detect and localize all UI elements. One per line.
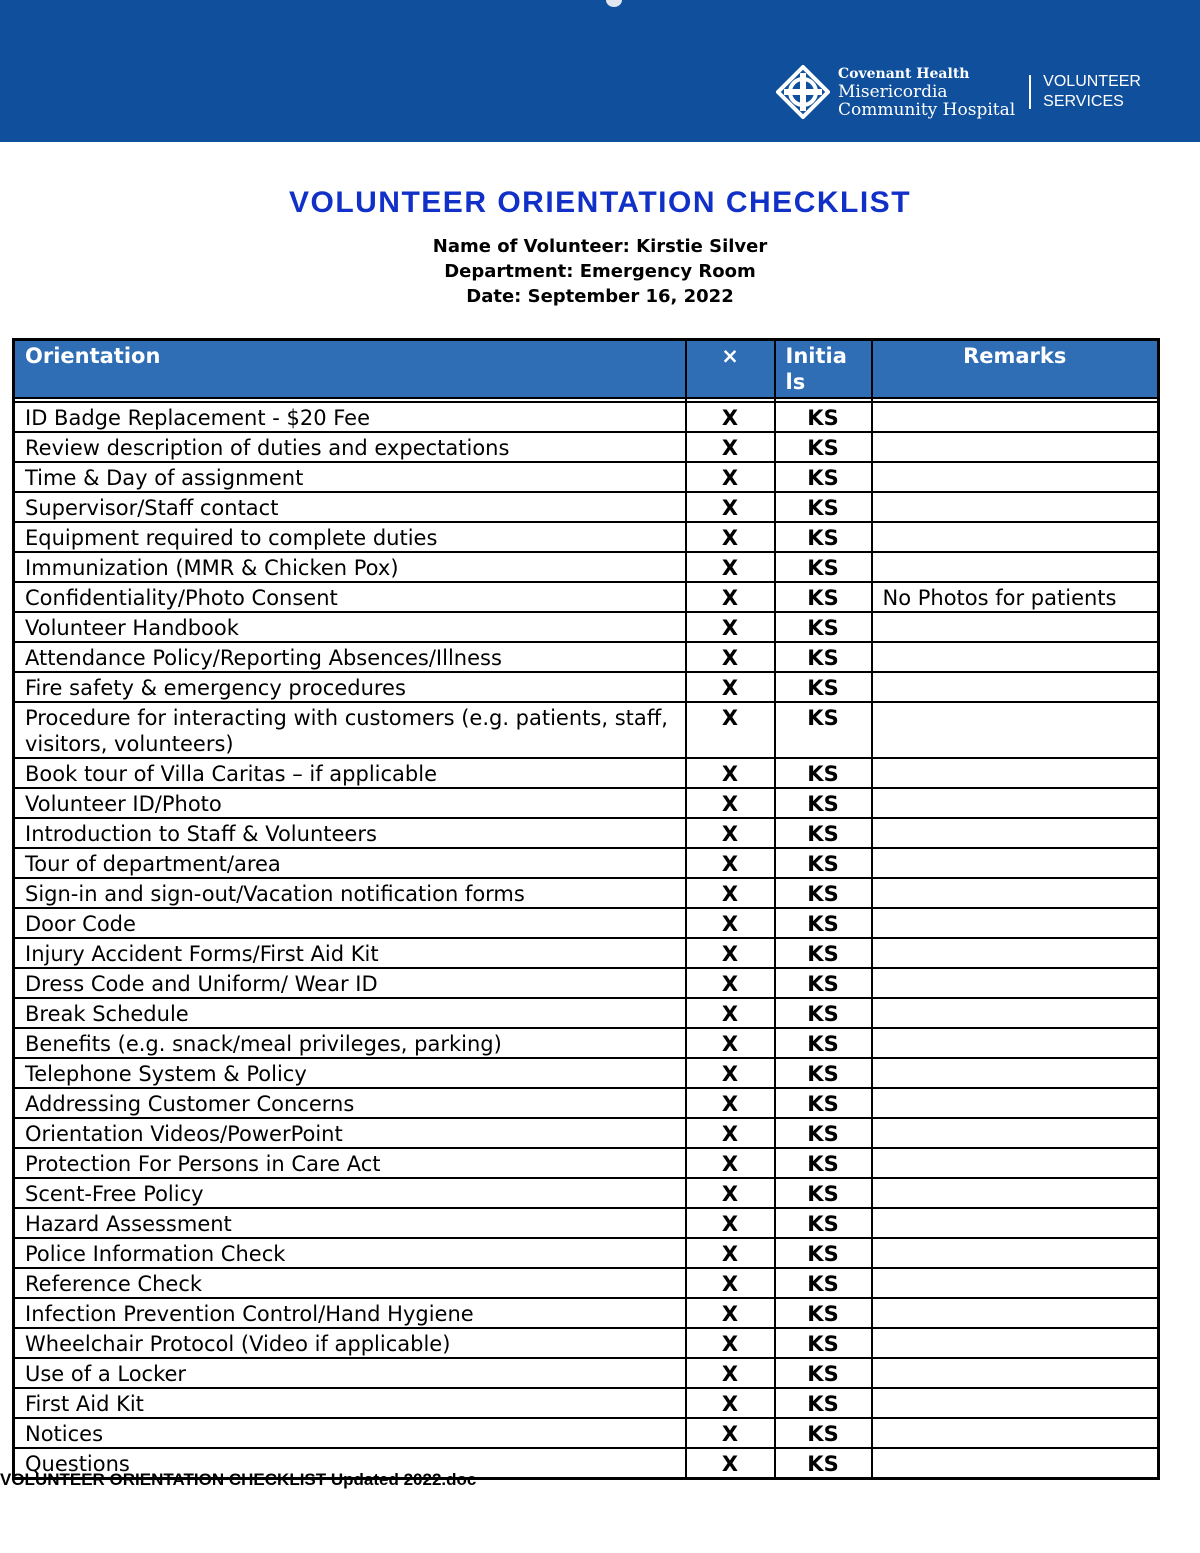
row-initials: KS — [775, 1178, 872, 1208]
table-row — [14, 1058, 1159, 1088]
row-remarks — [872, 1298, 1159, 1328]
table-row — [14, 1148, 1159, 1178]
row-remarks — [872, 1358, 1159, 1388]
row-remarks — [872, 462, 1159, 492]
row-mark: X — [686, 818, 775, 848]
row-item: Addressing Customer Concerns — [14, 1088, 686, 1118]
table-row — [14, 642, 1159, 672]
table-header-row — [14, 340, 1159, 399]
row-initials: KS — [775, 1238, 872, 1268]
row-mark: X — [686, 1028, 775, 1058]
row-remarks — [872, 1148, 1159, 1178]
row-initials: KS — [775, 1268, 872, 1298]
row-remarks — [872, 1118, 1159, 1148]
row-remarks — [872, 1448, 1159, 1479]
table-row — [14, 582, 1159, 612]
table-row — [14, 1268, 1159, 1298]
table-row — [14, 908, 1159, 938]
row-mark: X — [686, 1418, 775, 1448]
row-initials: KS — [775, 1448, 872, 1479]
row-remarks — [872, 1028, 1159, 1058]
row-mark: X — [686, 908, 775, 938]
table-row — [14, 462, 1159, 492]
header-orientation: Orientation — [14, 340, 686, 399]
row-item: Use of a Locker — [14, 1358, 686, 1388]
table-row — [14, 1118, 1159, 1148]
row-initials: KS — [775, 1118, 872, 1148]
row-item: Fire safety & emergency procedures — [14, 672, 686, 702]
hospital-name — [838, 65, 1015, 119]
row-initials: KS — [775, 758, 872, 788]
row-initials: KS — [775, 672, 872, 702]
row-remarks — [872, 998, 1159, 1028]
row-mark: X — [686, 1358, 775, 1388]
row-initials: KS — [775, 552, 872, 582]
orientation-checklist-table — [12, 338, 1160, 1480]
row-initials: KS — [775, 818, 872, 848]
table-row — [14, 788, 1159, 818]
table-row — [14, 1388, 1159, 1418]
table-row — [14, 998, 1159, 1028]
row-remarks — [872, 1418, 1159, 1448]
row-item: Infection Prevention Control/Hand Hygiene — [14, 1298, 686, 1328]
row-mark: X — [686, 1058, 775, 1088]
row-mark: X — [686, 552, 775, 582]
row-mark: X — [686, 1388, 775, 1418]
row-mark: X — [686, 1088, 775, 1118]
row-initials: KS — [775, 1328, 872, 1358]
row-remarks — [872, 848, 1159, 878]
row-initials: KS — [775, 582, 872, 612]
row-remarks — [872, 1088, 1159, 1118]
table-row — [14, 672, 1159, 702]
table-row — [14, 1238, 1159, 1268]
row-item: Telephone System & Policy — [14, 1058, 686, 1088]
row-mark: X — [686, 642, 775, 672]
volunteer-name: Name of Volunteer: Kirstie Silver — [432, 236, 768, 257]
row-remarks — [872, 938, 1159, 968]
org-line-1: Covenant Health — [838, 66, 970, 82]
row-remarks — [872, 552, 1159, 582]
row-item: Volunteer ID/Photo — [14, 788, 686, 818]
table-row — [14, 552, 1159, 582]
row-item: Scent-Free Policy — [14, 1178, 686, 1208]
table-row — [14, 1298, 1159, 1328]
row-mark: X — [686, 612, 775, 642]
table-row — [14, 758, 1159, 788]
table-row — [14, 1208, 1159, 1238]
row-initials: KS — [775, 612, 872, 642]
row-initials: KS — [775, 1148, 872, 1178]
row-item: Questions — [14, 1448, 686, 1479]
row-remarks — [872, 908, 1159, 938]
row-initials: KS — [775, 1298, 872, 1328]
row-mark: X — [686, 1448, 775, 1479]
row-mark: X — [686, 1298, 775, 1328]
row-mark: X — [686, 522, 775, 552]
row-item: Benefits (e.g. snack/meal privileges, parking) — [14, 1028, 686, 1058]
row-remarks — [872, 1388, 1159, 1418]
row-mark: X — [686, 702, 775, 758]
department-name — [1043, 72, 1141, 112]
row-initials: KS — [775, 492, 872, 522]
row-initials: KS — [775, 998, 872, 1028]
row-initials: KS — [775, 848, 872, 878]
row-remarks — [872, 1058, 1159, 1088]
banner-notch — [606, 0, 622, 7]
row-initials: KS — [775, 1208, 872, 1238]
row-item: Injury Accident Forms/First Aid Kit — [14, 938, 686, 968]
row-item: Reference Check — [14, 1268, 686, 1298]
row-remarks — [872, 642, 1159, 672]
row-initials: KS — [775, 908, 872, 938]
row-item: Review description of duties and expectations — [14, 432, 686, 462]
cross-logo-icon — [776, 65, 830, 119]
row-initials: KS — [775, 1388, 872, 1418]
table-row — [14, 702, 1159, 758]
row-mark: X — [686, 998, 775, 1028]
header-banner — [0, 0, 1200, 142]
row-remarks: No Photos for patients — [872, 582, 1159, 612]
row-initials: KS — [775, 1358, 872, 1388]
table-row — [14, 522, 1159, 552]
row-item: Equipment required to complete duties — [14, 522, 686, 552]
row-mark: X — [686, 788, 775, 818]
row-mark: X — [686, 432, 775, 462]
row-initials: KS — [775, 432, 872, 462]
row-mark: X — [686, 672, 775, 702]
row-remarks — [872, 758, 1159, 788]
org-line-2: Misericordia — [838, 82, 948, 102]
row-initials: KS — [775, 1028, 872, 1058]
row-item: Hazard Assessment — [14, 1208, 686, 1238]
row-item: Procedure for interacting with customers (e.g. patients, staff, visitors, volunteers) — [14, 702, 686, 758]
row-mark: X — [686, 492, 775, 522]
row-remarks — [872, 492, 1159, 522]
row-mark: X — [686, 848, 775, 878]
row-item: Immunization (MMR & Chicken Pox) — [14, 552, 686, 582]
row-mark: X — [686, 1118, 775, 1148]
row-item: Book tour of Villa Caritas – if applicable — [14, 758, 686, 788]
row-initials: KS — [775, 1058, 872, 1088]
row-remarks — [872, 612, 1159, 642]
row-remarks — [872, 878, 1159, 908]
row-remarks — [872, 788, 1159, 818]
row-mark: X — [686, 402, 775, 432]
table-row — [14, 402, 1159, 432]
table-row — [14, 938, 1159, 968]
org-line-3: Community Hospital — [838, 100, 1016, 120]
row-initials: KS — [775, 1088, 872, 1118]
row-item: Tour of department/area — [14, 848, 686, 878]
header-initials: Initia ls — [775, 340, 872, 399]
row-initials: KS — [775, 968, 872, 998]
table-row — [14, 1358, 1159, 1388]
dept-line-1: VOLUNTEER — [1043, 73, 1141, 90]
row-item: Time & Day of assignment — [14, 462, 686, 492]
row-mark: X — [686, 1178, 775, 1208]
row-remarks — [872, 702, 1159, 758]
row-item: Protection For Persons in Care Act — [14, 1148, 686, 1178]
table-row — [14, 1028, 1159, 1058]
row-mark: X — [686, 582, 775, 612]
row-remarks — [872, 1328, 1159, 1358]
row-mark: X — [686, 1238, 775, 1268]
row-item: Orientation Videos/PowerPoint — [14, 1118, 686, 1148]
row-item: Confidentiality/Photo Consent — [14, 582, 686, 612]
table-row — [14, 848, 1159, 878]
row-mark: X — [686, 462, 775, 492]
row-initials: KS — [775, 788, 872, 818]
row-remarks — [872, 818, 1159, 848]
row-remarks — [872, 432, 1159, 462]
header-remarks: Remarks — [872, 340, 1159, 399]
row-mark: X — [686, 1208, 775, 1238]
date-line: Date: September 16, 2022 — [466, 286, 734, 307]
dept-line-2: SERVICES — [1043, 93, 1124, 110]
row-remarks — [872, 672, 1159, 702]
row-initials: KS — [775, 1418, 872, 1448]
row-item: ID Badge Replacement - $20 Fee — [14, 402, 686, 432]
row-mark: X — [686, 758, 775, 788]
table-row — [14, 1418, 1159, 1448]
table-row — [14, 878, 1159, 908]
row-item: First Aid Kit — [14, 1388, 686, 1418]
row-item: Notices — [14, 1418, 686, 1448]
hospital-logo — [776, 62, 1141, 122]
table-row — [14, 492, 1159, 522]
table-row — [14, 818, 1159, 848]
page-title: VOLUNTEER ORIENTATION CHECKLIST — [288, 186, 912, 219]
footer-filename: VOLUNTEER ORIENTATION CHECKLIST Updated 2022.doc — [0, 1470, 477, 1489]
logo-divider — [1029, 75, 1031, 109]
row-remarks — [872, 1178, 1159, 1208]
row-item: Police Information Check — [14, 1238, 686, 1268]
row-item: Supervisor/Staff contact — [14, 492, 686, 522]
row-item: Introduction to Staff & Volunteers — [14, 818, 686, 848]
row-item: Volunteer Handbook — [14, 612, 686, 642]
department-line: Department: Emergency Room — [444, 261, 756, 282]
row-item: Break Schedule — [14, 998, 686, 1028]
table-row — [14, 968, 1159, 998]
row-remarks — [872, 1268, 1159, 1298]
table-row — [14, 612, 1159, 642]
row-mark: X — [686, 968, 775, 998]
row-item: Attendance Policy/Reporting Absences/Illness — [14, 642, 686, 672]
row-mark: X — [686, 1328, 775, 1358]
row-item: Sign-in and sign-out/Vacation notification forms — [14, 878, 686, 908]
row-remarks — [872, 402, 1159, 432]
row-mark: X — [686, 1148, 775, 1178]
row-mark: X — [686, 878, 775, 908]
row-item: Door Code — [14, 908, 686, 938]
row-remarks — [872, 1238, 1159, 1268]
row-remarks — [872, 968, 1159, 998]
row-initials: KS — [775, 702, 872, 758]
row-initials: KS — [775, 522, 872, 552]
header-mark: × — [686, 340, 775, 399]
row-initials: KS — [775, 402, 872, 432]
row-initials: KS — [775, 642, 872, 672]
table-row — [14, 1088, 1159, 1118]
row-initials: KS — [775, 878, 872, 908]
row-mark: X — [686, 938, 775, 968]
row-remarks — [872, 1208, 1159, 1238]
row-remarks — [872, 522, 1159, 552]
row-initials: KS — [775, 938, 872, 968]
row-item: Wheelchair Protocol (Video if applicable) — [14, 1328, 686, 1358]
row-mark: X — [686, 1268, 775, 1298]
table-row — [14, 1328, 1159, 1358]
table-row — [14, 432, 1159, 462]
row-initials: KS — [775, 462, 872, 492]
row-item: Dress Code and Uniform/ Wear ID — [14, 968, 686, 998]
table-row — [14, 1178, 1159, 1208]
